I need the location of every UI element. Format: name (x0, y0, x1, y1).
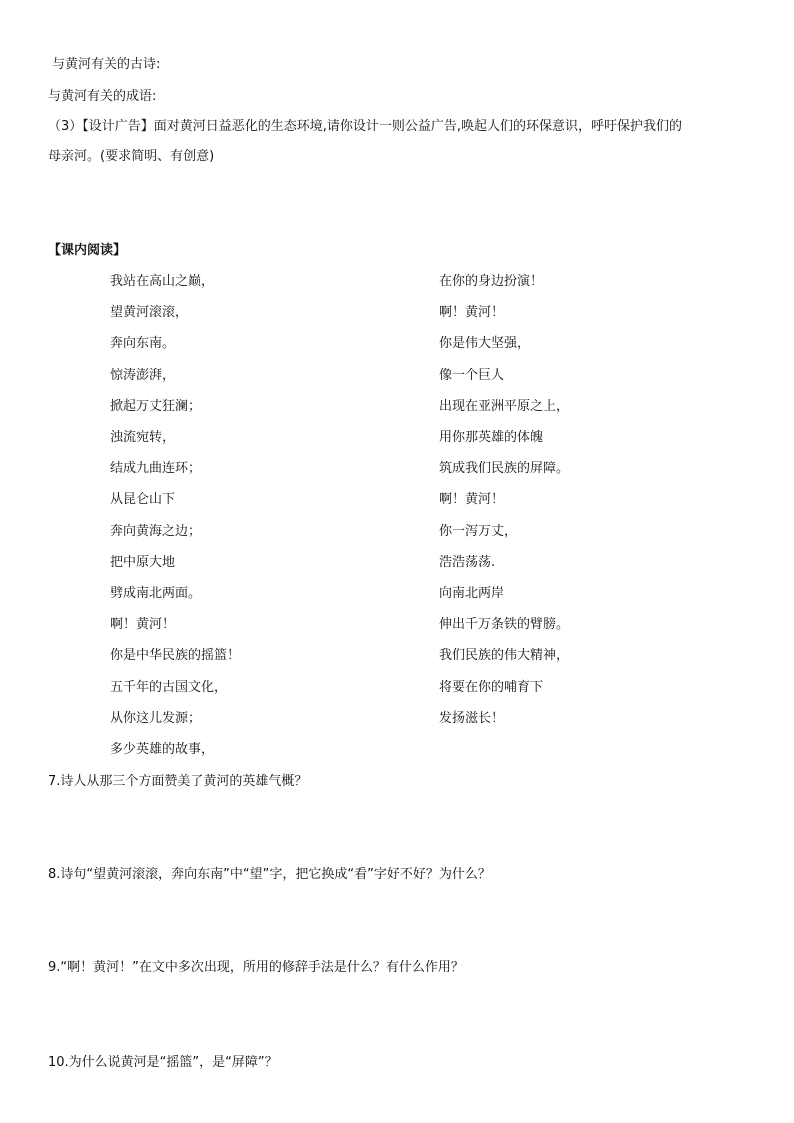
poem-line-left: 从昆仑山下 (110, 492, 176, 508)
poem-line-left: 结成九曲连环； (110, 461, 202, 477)
poem-line-right: 将要在你的哺育下 (439, 679, 544, 695)
poem-line-left: 浊流宛转， (110, 430, 176, 445)
design-prompt-line1: （3）【设计广告】面对黄河日益恶化的生态环境,请你设计一则公益广告,唤起人们的环保意识，呼吁保护我们的 (48, 119, 683, 134)
question-10: 10.为什么说黄河是“摇篮”，是“屏障”？ (48, 1055, 278, 1070)
poem-line-left: 从你这儿发源； (110, 710, 202, 726)
poem-line-left: 把中原大地 (110, 554, 176, 570)
poem-line-right: 你一泻万丈， (439, 523, 518, 539)
poem-line-left: 奔向黄海之边； (110, 523, 202, 539)
poem-line-right: 筑成我们民族的屏障。 (439, 461, 570, 477)
poem-line-right: 向南北两岸 (439, 586, 505, 601)
poem-line-right: 用你那英雄的体魄 (439, 430, 544, 445)
poem-line-right: 啊！黄河！ (439, 492, 505, 508)
poem-line-right: 啊！黄河！ (439, 305, 505, 321)
poem-line-left: 奔向东南。 (110, 336, 176, 352)
poem-line-left: 望黄河滚滚， (110, 305, 189, 321)
question-8: 8.诗句“望黄河滚滚，奔向东南”中“望”字，把它换成“看”字好不好？为什么？ (48, 867, 491, 882)
poem-line-right: 浩浩荡荡. (439, 554, 496, 570)
poem-line-left: 五千年的古国文化， (110, 679, 228, 695)
poem-line-right: 我们民族的伟大精神， (439, 648, 570, 664)
design-prompt-line2: 母亲河。(要求简明、有创意) (48, 149, 215, 164)
poem-line-right: 出现在亚洲平原之上， (439, 398, 570, 414)
poem-line-right: 伸出千万条铁的臂膀。 (439, 617, 570, 633)
poem-line-left: 掀起万丈狂澜； (110, 398, 202, 414)
poem-line-right: 像一个巨人 (439, 367, 505, 383)
poem-line-left: 劈成南北两面。 (110, 586, 202, 601)
poem-line-left: 惊涛澎湃， (110, 367, 176, 383)
poem-line-right: 在你的身边扮演！ (439, 274, 544, 289)
question-9: 9.“啊！黄河！”在文中多次出现，所用的修辞手法是什么？有什么作用？ (48, 960, 464, 975)
poem-line-right: 你是伟大坚强， (439, 336, 531, 352)
poem-line-left: 多少英雄的故事， (110, 742, 215, 757)
idioms-label: 与黄河有关的成语: (48, 89, 157, 104)
poem-line-right: 发扬滋长！ (439, 710, 505, 726)
question-7: 7.诗人从那三个方面赞美了黄河的英雄气概？ (48, 774, 308, 789)
poem-line-left: 你是中华民族的摇篮！ (110, 648, 241, 664)
poems-label: 与黄河有关的古诗: (52, 57, 161, 72)
poem-line-left: 我站在高山之巅， (110, 274, 215, 289)
poem-line-left: 啊！黄河！ (110, 617, 176, 633)
reading-heading: 【课内阅读】 (48, 243, 127, 258)
